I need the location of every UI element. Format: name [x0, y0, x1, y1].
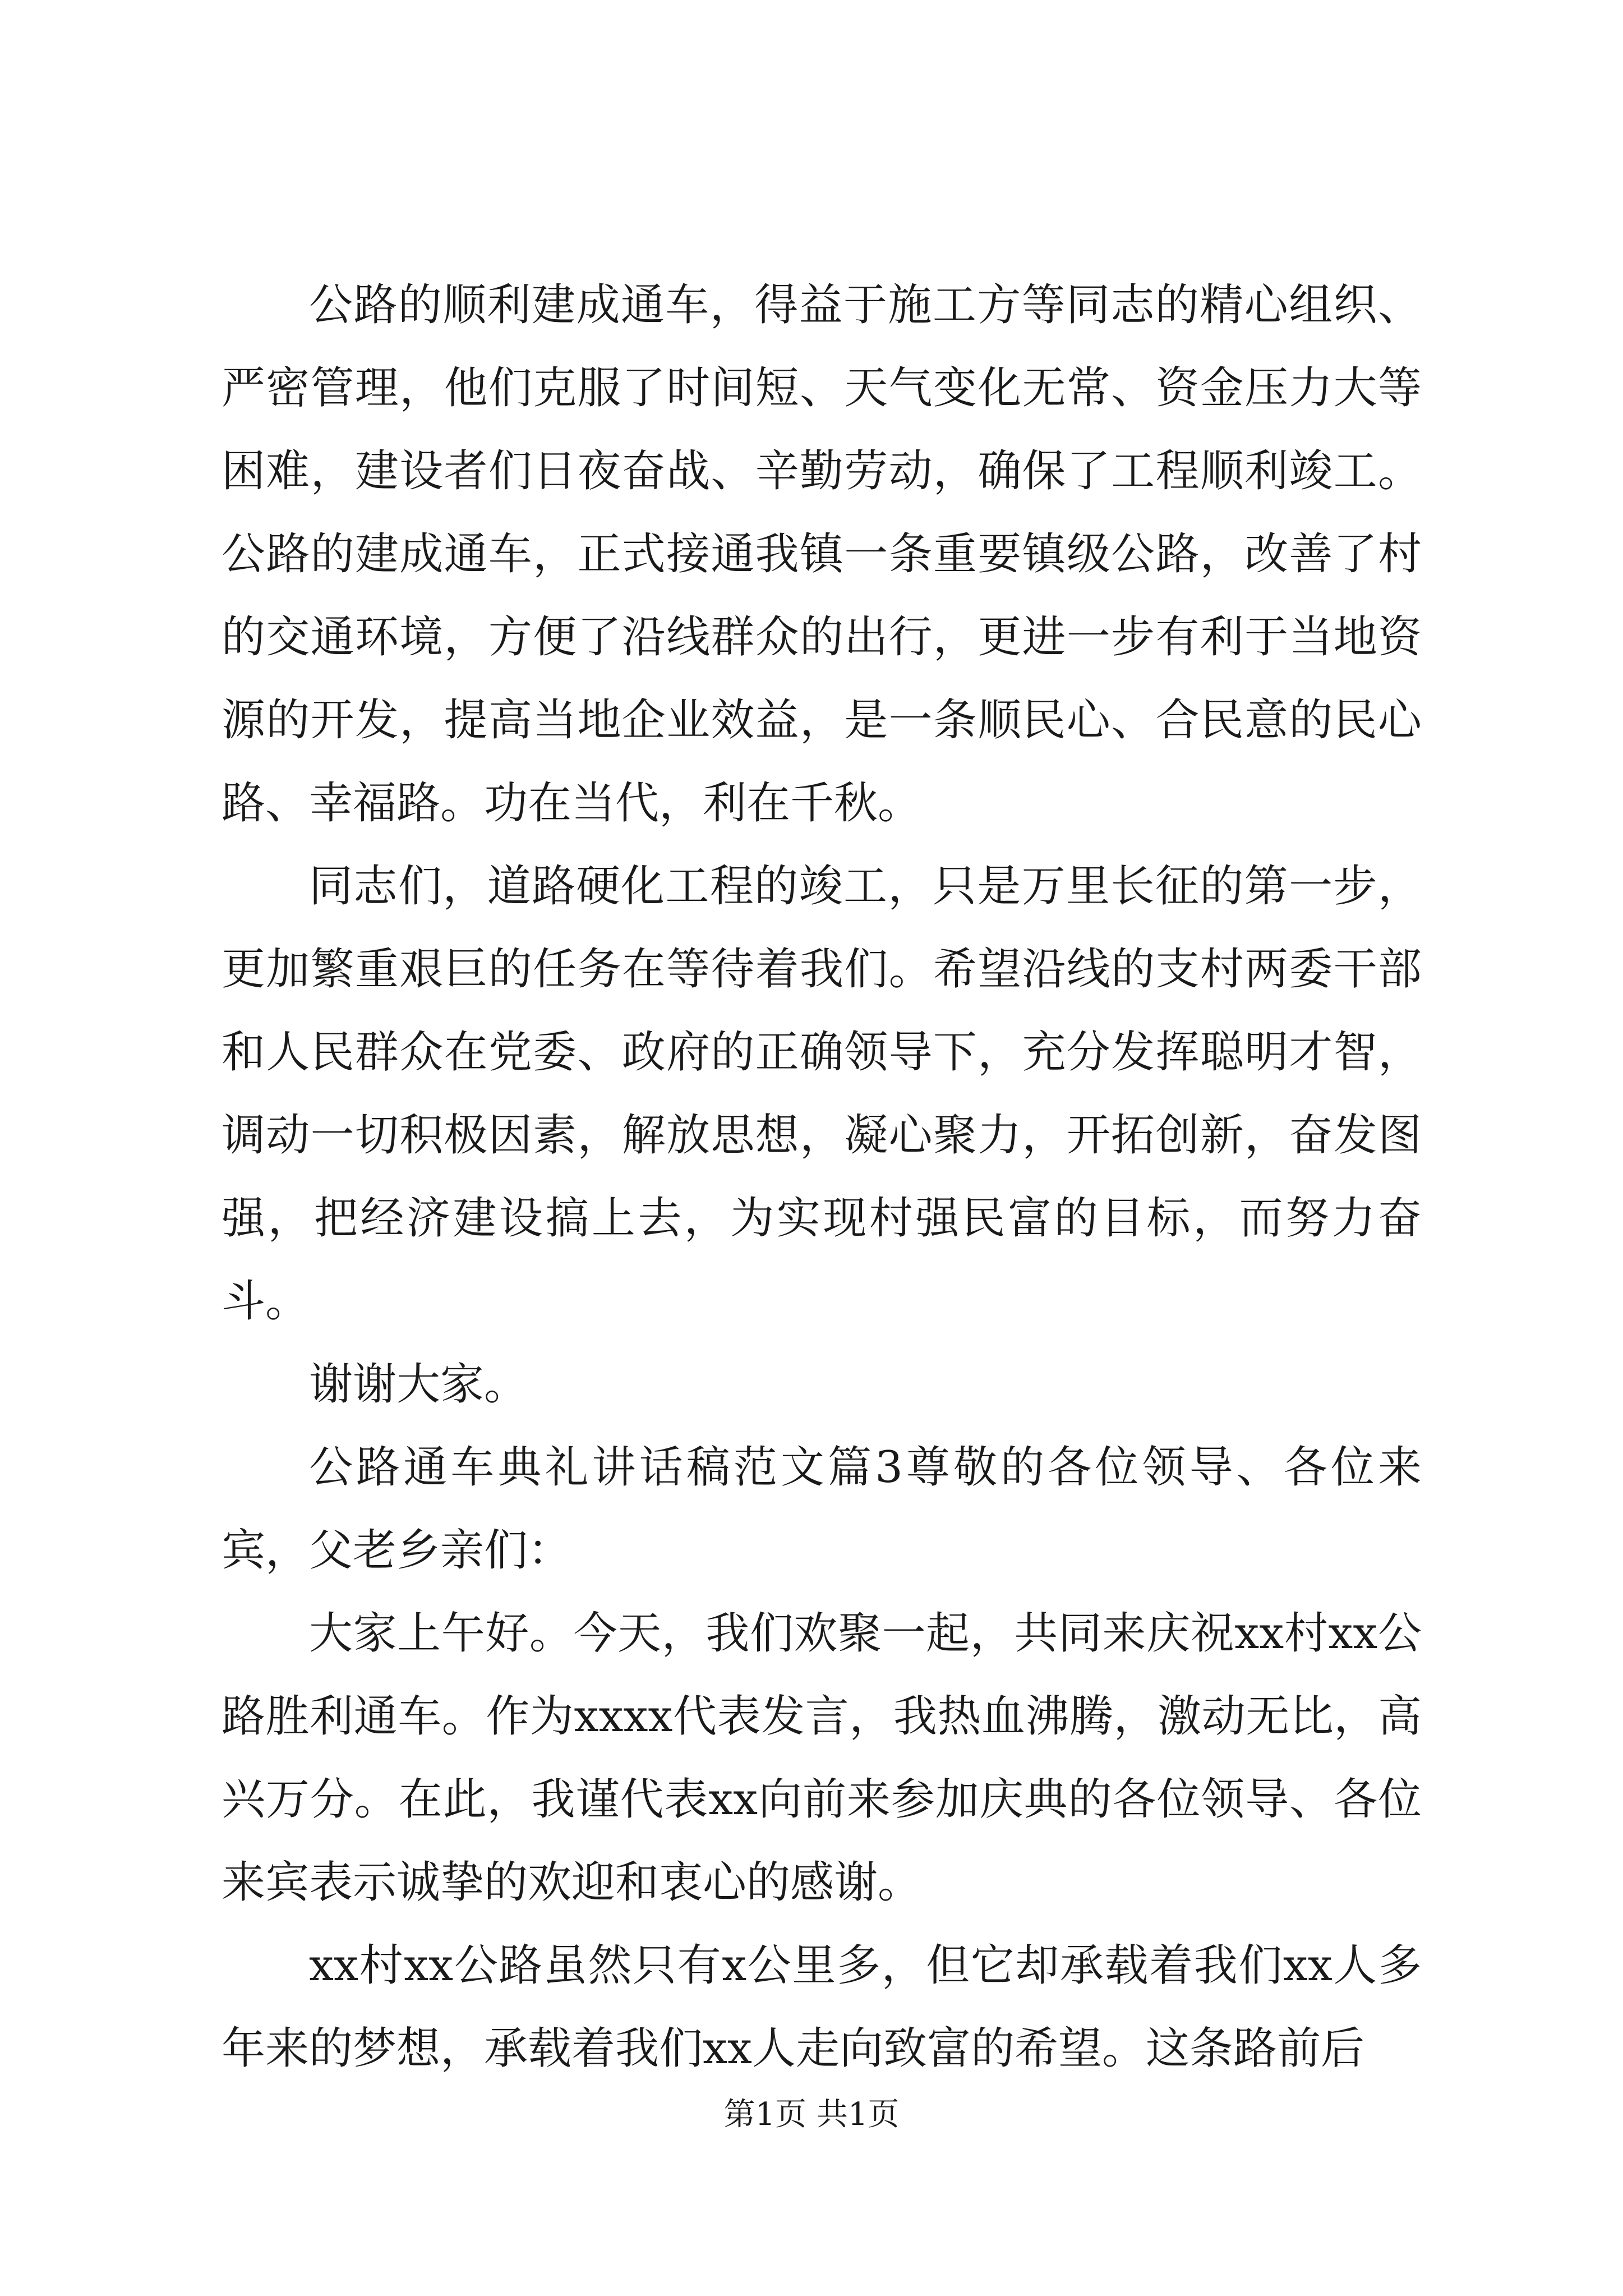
document-body: [222, 264, 1422, 2090]
paragraph: 公路通车典礼讲话稿范文篇3尊敬的各位领导、各位来宾，父老乡亲们：: [222, 1442, 1422, 1576]
paragraph: 同志们，道路硬化工程的竣工，只是万里长征的第一步，更加繁重艰巨的任务在等待着我们。希望沿线的支村两委干部和人民群众在党委、政府的正确领导下，充分发挥聪明才智，调动一切积极因素，解放思想，凝心聚力，开拓创新，奋发图强，把经济建设搞上去，为实现村强民富的目标，而努力奋斗。: [222, 861, 1422, 1327]
page-number-footer: 第1页 共1页: [723, 2096, 900, 2133]
paragraph: 谢谢大家。: [309, 1359, 528, 1410]
paragraph: 公路的顺利建成通车，得益于施工方等同志的精心组织、严密管理，他们克服了时间短、天气变化无常、资金压力大等困难，建设者们日夜奋战、辛勤劳动，确保了工程顺利竣工。公路的建成通车，正式接通我镇一条重要镇级公路，改善了村的交通环境，方便了沿线群众的出行，更进一步有利于当地资源的开发，提高当地企业效益，是一条顺民心、合民意的民心路、幸福路。功在当代，利在千秋。: [222, 280, 1422, 829]
paragraph: 大家上午好。今天，我们欢聚一起，共同来庆祝xx村xx公路胜利通车。作为xxxx代表发言，我热血沸腾，激动无比，高兴万分。在此，我谨代表xx向前来参加庆典的各位领导、各位来宾表示诚挚的欢迎和衷心的感谢。: [222, 1608, 1422, 1908]
paragraph: xx村xx公路虽然只有x公里多，但它却承载着我们xx人多年来的梦想，承载着我们xx人走向致富的希望。这条路前后: [222, 1940, 1422, 2074]
